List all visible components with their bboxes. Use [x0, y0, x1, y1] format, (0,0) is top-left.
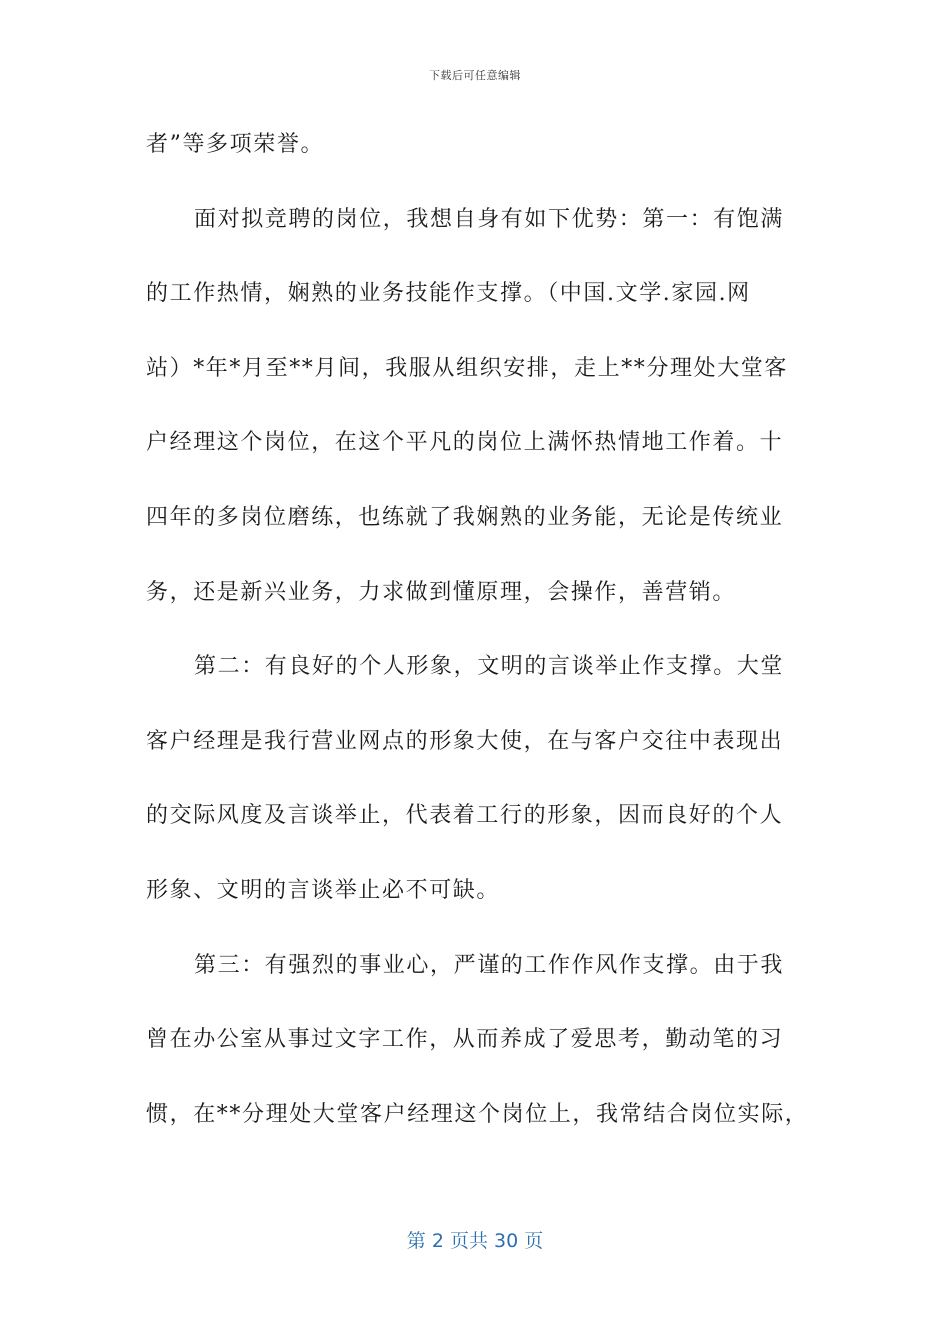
body-line: 四年的多岗位磨练，也练就了我娴熟的业务能，无论是传统业	[146, 504, 784, 530]
body-line: 曾在办公室从事过文字工作，从而养成了爱思考，勤动笔的习	[146, 1027, 784, 1053]
page-number-footer	[0, 1226, 950, 1253]
body-line: 户经理这个岗位，在这个平凡的岗位上满怀热情地工作着。十	[146, 430, 784, 456]
body-line: 站）*年*月至**月间，我服从组织安排，走上**分理处大堂客	[146, 355, 789, 381]
body-line: 惯，在**分理处大堂客户经理这个岗位上，我常结合岗位实际，	[146, 1101, 809, 1127]
body-line: 者”等多项荣誉。	[146, 132, 325, 157]
paragraph-first-line: 第三：有强烈的事业心，严谨的工作作风作支撑。由于我	[194, 952, 785, 978]
body-line: 的工作热情，娴熟的业务技能作支撑。（中国.文学.家园.网	[146, 281, 751, 307]
paragraph-first-line: 第二：有良好的个人形象，文明的言谈举止作支撑。大堂	[194, 654, 785, 680]
body-line: 的交际风度及言谈举止，代表着工行的形象，因而良好的个人	[146, 803, 784, 829]
body-line: 务，还是新兴业务，力求做到懂原理，会操作，善营销。	[146, 579, 737, 605]
document-body	[146, 120, 809, 1164]
body-line: 形象、文明的言谈举止必不可缺。	[146, 877, 501, 903]
page-number-text: 第 2 页共 30 页	[406, 1230, 544, 1252]
paragraph-first-line: 面对拟竞聘的岗位，我想自身有如下优势：第一：有饱满	[194, 206, 785, 232]
body-line: 客户经理是我行营业网点的形象大使，在与客户交往中表现出	[146, 728, 784, 754]
page-header: 下载后可任意编辑	[429, 69, 521, 82]
